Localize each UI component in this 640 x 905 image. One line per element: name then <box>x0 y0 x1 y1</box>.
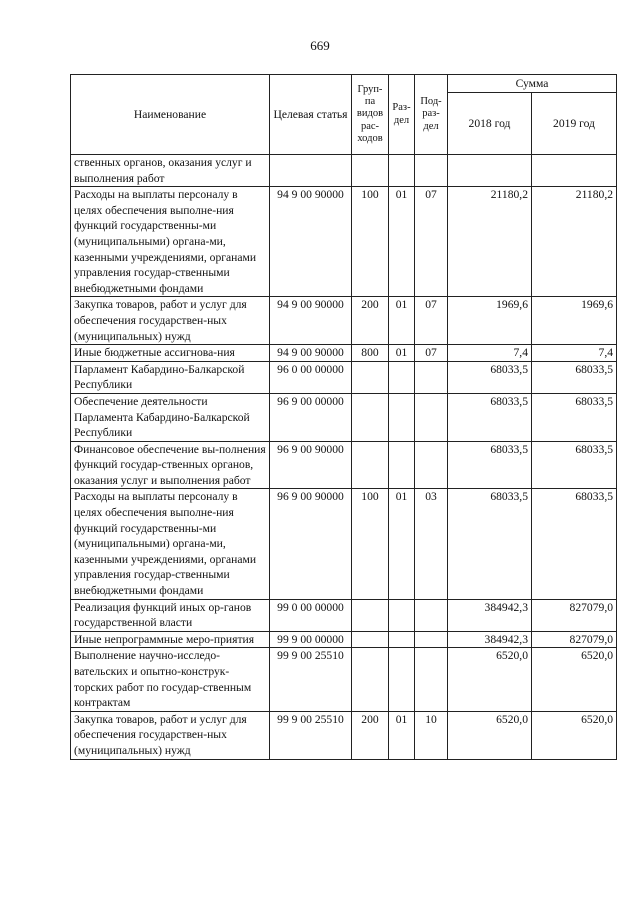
cell-2019: 21180,2 <box>532 187 617 297</box>
cell-section <box>389 393 415 441</box>
cell-name: Расходы на выплаты персоналу в целях обеспечения выполне-ния функций государственны-ми (муниципальными) органа-ми, казенными учреждениями, органами управления государ-ственными внебюджетными фондами <box>71 187 270 297</box>
cell-subsection <box>415 155 448 187</box>
cell-group <box>352 599 389 631</box>
cell-2018: 68033,5 <box>448 441 532 489</box>
cell-target: 99 0 00 00000 <box>270 599 352 631</box>
cell-name: Расходы на выплаты персоналу в целях обеспечения выполне-ния функций государственны-ми (муниципальными) органа-ми, казенными учреждениями, органами управления государ-ственными внебюджетными фондами <box>71 489 270 599</box>
cell-subsection: 03 <box>415 489 448 599</box>
cell-subsection: 07 <box>415 297 448 345</box>
cell-2018: 68033,5 <box>448 393 532 441</box>
cell-2018: 6520,0 <box>448 648 532 711</box>
cell-target: 96 9 00 00000 <box>270 393 352 441</box>
cell-group <box>352 393 389 441</box>
cell-section <box>389 155 415 187</box>
budget-table <box>70 74 617 760</box>
header-subsection: Под-раз-дел <box>415 75 448 155</box>
cell-name: Иные бюджетные ассигнова-ния <box>71 345 270 362</box>
table-row <box>71 187 617 297</box>
cell-name: Обеспечение деятельности Парламента Кабардино-Балкарской Республики <box>71 393 270 441</box>
cell-2018: 1969,6 <box>448 297 532 345</box>
cell-target: 99 9 00 25510 <box>270 648 352 711</box>
cell-target: 94 9 00 90000 <box>270 297 352 345</box>
table-row <box>71 599 617 631</box>
cell-group <box>352 361 389 393</box>
cell-2019: 827079,0 <box>532 599 617 631</box>
table-body <box>71 155 617 760</box>
cell-group: 200 <box>352 297 389 345</box>
cell-target: 94 9 00 90000 <box>270 187 352 297</box>
cell-section <box>389 648 415 711</box>
cell-section: 01 <box>389 345 415 362</box>
page-number: 669 <box>310 38 330 53</box>
cell-2019: 68033,5 <box>532 393 617 441</box>
cell-section: 01 <box>389 711 415 759</box>
cell-section: 01 <box>389 187 415 297</box>
cell-2018: 384942,3 <box>448 599 532 631</box>
cell-2018: 21180,2 <box>448 187 532 297</box>
table-row <box>71 345 617 362</box>
cell-2018: 68033,5 <box>448 361 532 393</box>
cell-group: 200 <box>352 711 389 759</box>
cell-2019: 1969,6 <box>532 297 617 345</box>
cell-group <box>352 631 389 648</box>
cell-section <box>389 441 415 489</box>
cell-subsection: 10 <box>415 711 448 759</box>
cell-section <box>389 631 415 648</box>
table-row <box>71 361 617 393</box>
table-row <box>71 393 617 441</box>
cell-name: Иные непрограммные меро-приятия <box>71 631 270 648</box>
table-row <box>71 441 617 489</box>
cell-group <box>352 155 389 187</box>
cell-target: 99 9 00 00000 <box>270 631 352 648</box>
table-row <box>71 631 617 648</box>
cell-2019: 68033,5 <box>532 441 617 489</box>
table-row <box>71 711 617 759</box>
cell-subsection: 07 <box>415 187 448 297</box>
header-sum: Сумма <box>448 75 617 93</box>
cell-2019: 68033,5 <box>532 361 617 393</box>
cell-target: 96 9 00 90000 <box>270 489 352 599</box>
cell-target: 96 0 00 00000 <box>270 361 352 393</box>
cell-2018: 6520,0 <box>448 711 532 759</box>
header-2018: 2018 год <box>448 93 532 155</box>
cell-group: 800 <box>352 345 389 362</box>
cell-target: 96 9 00 90000 <box>270 441 352 489</box>
cell-group: 100 <box>352 187 389 297</box>
header-target: Целевая статья <box>270 75 352 155</box>
header-2019: 2019 год <box>532 93 617 155</box>
cell-name: Выполнение научно-исследо-вательских и опытно-конструк-торских работ по государ-ственным контрактам <box>71 648 270 711</box>
header-group: Груп-па видов рас-ходов <box>352 75 389 155</box>
table-row <box>71 489 617 599</box>
cell-subsection: 07 <box>415 345 448 362</box>
cell-subsection <box>415 441 448 489</box>
cell-subsection <box>415 631 448 648</box>
header-section: Раз-дел <box>389 75 415 155</box>
cell-name: Парламент Кабардино-Балкарской Республики <box>71 361 270 393</box>
cell-group <box>352 441 389 489</box>
cell-2019: 827079,0 <box>532 631 617 648</box>
cell-2018: 68033,5 <box>448 489 532 599</box>
cell-subsection <box>415 599 448 631</box>
cell-2018: 7,4 <box>448 345 532 362</box>
cell-2019: 68033,5 <box>532 489 617 599</box>
cell-subsection <box>415 393 448 441</box>
cell-name: Закупка товаров, работ и услуг для обеспечения государствен-ных (муниципальных) нужд <box>71 711 270 759</box>
cell-target: 94 9 00 90000 <box>270 345 352 362</box>
cell-name: Финансовое обеспечение вы-полнения функций государ-ственных органов, оказания услуг и выполнения работ <box>71 441 270 489</box>
cell-group: 100 <box>352 489 389 599</box>
cell-2019: 6520,0 <box>532 648 617 711</box>
cell-2019: 6520,0 <box>532 711 617 759</box>
cell-section <box>389 599 415 631</box>
cell-group <box>352 648 389 711</box>
cell-2019 <box>532 155 617 187</box>
cell-section <box>389 361 415 393</box>
cell-section: 01 <box>389 297 415 345</box>
cell-2019: 7,4 <box>532 345 617 362</box>
table-row <box>71 297 617 345</box>
cell-name: Реализация функций иных ор-ганов государственной власти <box>71 599 270 631</box>
cell-target: 99 9 00 25510 <box>270 711 352 759</box>
cell-2018: 384942,3 <box>448 631 532 648</box>
table-row <box>71 155 617 187</box>
cell-2018 <box>448 155 532 187</box>
cell-section: 01 <box>389 489 415 599</box>
cell-name: Закупка товаров, работ и услуг для обеспечения государствен-ных (муниципальных) нужд <box>71 297 270 345</box>
cell-name: ственных органов, оказания услуг и выполнения работ <box>71 155 270 187</box>
cell-target <box>270 155 352 187</box>
cell-subsection <box>415 648 448 711</box>
table-row <box>71 648 617 711</box>
header-name: Наименование <box>71 75 270 155</box>
cell-subsection <box>415 361 448 393</box>
